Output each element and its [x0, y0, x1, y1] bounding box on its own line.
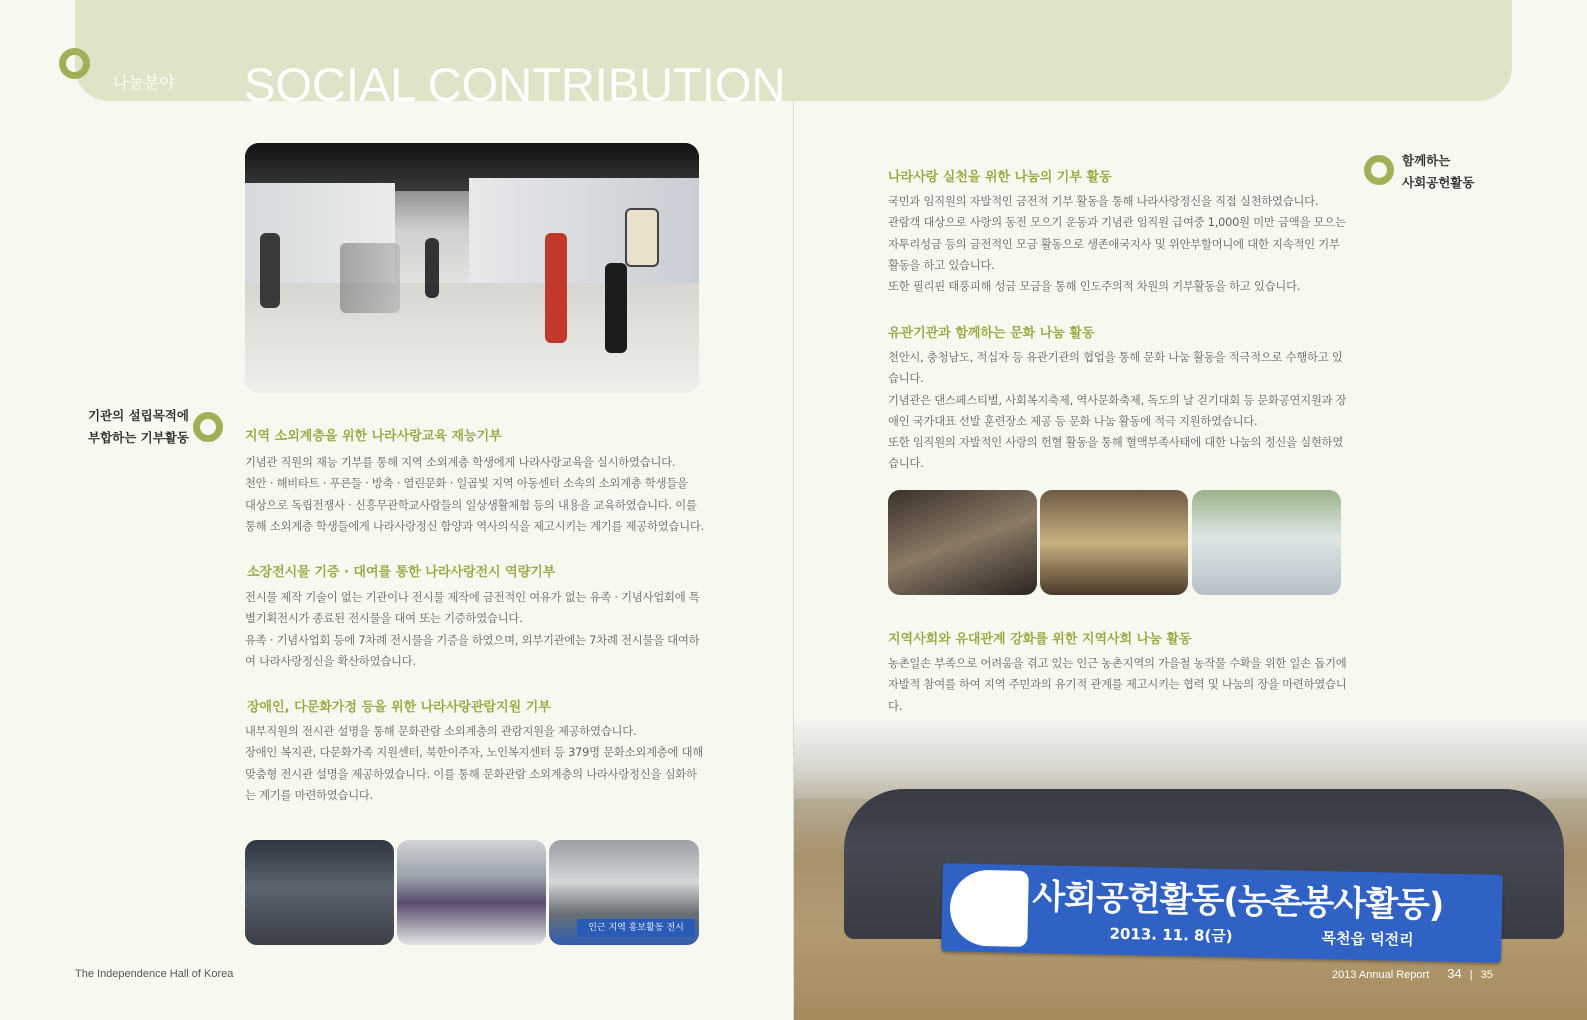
left-section-1-body — [245, 452, 705, 537]
right-section-1-title: 나라사랑 실천을 위한 나눔의 기부 활동 — [888, 170, 1112, 185]
text-line: 국민과 임직원의 자발적인 금전적 기부 활동을 통해 나라사랑정신을 직접 실천하였습니다. — [888, 195, 1319, 208]
text-line: 농촌일손 부족으로 어려움을 겪고 있는 인근 농촌지역의 가을철 농작물 수확을 위한 일손 돕기에 — [888, 657, 1347, 670]
left-section-2-body — [245, 587, 705, 672]
left-side-label-line1: 기관의 설립목적에 — [88, 408, 189, 423]
left-section-3-title: 장애인, 다문화가정 등을 위한 나라사랑관람지원 기부 — [247, 700, 551, 715]
text-line: 활동을 하고 있습니다. — [888, 258, 995, 272]
thumb-event-stage-photo — [397, 840, 546, 945]
text-line: 별기획전시가 종료된 전시물을 대여 또는 기증하였습니다. — [245, 612, 523, 626]
right-section-2-title: 유관기관과 함께하는 문화 나눔 활동 — [888, 326, 1095, 341]
text-line: 관람객 대상으로 사랑의 동전 모으기 운동과 기념관 임직원 급여중 1,000원 미만 금액을 모으는 — [888, 216, 1346, 230]
text-line: 전시물 제작 기술이 없는 기관이나 전시물 제작에 금전적인 여유가 없는 유족 · 기념사업회에 특 — [245, 591, 700, 604]
text-line: 습니다. — [888, 457, 924, 471]
right-section-2-body — [888, 347, 1348, 475]
exhibition-hall-photo — [245, 143, 699, 393]
left-side-ring-icon — [193, 412, 223, 442]
thumb-handshake-photo — [888, 490, 1037, 595]
text-line: 습니다. — [888, 372, 924, 386]
banner-logo-icon — [949, 869, 1029, 947]
text-line: 천안시, 충청남도, 적십자 등 유관기관의 협업을 통해 문화 나눔 활동을 적극적으로 수행하고 있 — [888, 351, 1343, 364]
header-ring-icon — [59, 48, 90, 79]
text-line: 대상으로 독립전쟁사 · 신흥무관학교사람들의 일상생활체험 등의 내용을 교육하였습니다. 이를 — [245, 498, 697, 512]
left-section-2-title: 소장전시물 기증 · 대여를 통한 나라사랑전시 역량기부 — [247, 565, 556, 580]
right-side-label-line1: 함께하는 — [1402, 153, 1451, 168]
text-line: 자투리성금 등의 금전적인 모금 활동으로 생존애국지사 및 위안부할머니에 대한 지속적인 기부 — [888, 237, 1340, 251]
left-side-label-line2: 부합하는 기부활동 — [88, 430, 189, 445]
section-label: 나눔분야 — [113, 73, 175, 92]
left-side-label — [88, 405, 189, 449]
text-line: 맞춤형 전시관 설명을 제공하였습니다. 이를 통해 문화관람 소외계층의 나라사랑정신을 심화하 — [245, 767, 697, 781]
photo-banner-title: 사회공헌활동(농촌봉사활동) — [1031, 877, 1444, 926]
photo-banner-place: 목천읍 덕전리 — [1321, 929, 1414, 950]
photo-banner-date: 2013. 11. 8(금) — [1109, 924, 1233, 946]
text-line: 통해 소외계층 학생들에게 나라사랑정신 함양과 역사의식을 제고시키는 계기를 제공하였습니다. — [245, 519, 705, 533]
text-line: 기념관은 댄스페스티벌, 사회복지축제, 역사문화축제, 독도의 날 걷기대회 등 문화공연지원과 장 — [888, 393, 1347, 407]
page-title: SOCIAL CONTRIBUTION — [244, 58, 786, 111]
thumb-visitors-photo — [245, 840, 394, 945]
right-side-label-line2: 사회공헌활동 — [1402, 175, 1475, 190]
text-line: 여 나라사랑정신을 확산하였습니다. — [245, 654, 416, 668]
text-line: 는 계기를 마련하였습니다. — [245, 788, 374, 802]
footer-report — [1332, 966, 1493, 981]
text-line: 유족 · 기념사업회 등에 7차례 전시물을 기증을 하였으며, 외부기관에는 7차례 전시물을 대여하 — [245, 633, 700, 647]
page-number-right: 35 — [1480, 969, 1493, 981]
right-section-3-title: 지역사회와 유대관계 강화를 위한 지역사회 나눔 활동 — [888, 632, 1192, 647]
thumb-group-banner-photo — [549, 840, 699, 945]
text-line: 장애인 복지관, 다문화가족 지원센터, 북한이주자, 노인복지센터 등 379명 문화소외계층에 대해 — [245, 746, 704, 760]
page-separator: | — [1469, 969, 1473, 981]
right-section-3-body — [888, 653, 1358, 717]
photo-banner — [941, 863, 1503, 963]
left-section-1-title: 지역 소외계층을 위한 나라사랑교육 재능기부 — [245, 429, 502, 444]
thumb-banner-text: 인근 지역 홍보활동 전시 — [577, 919, 695, 937]
right-side-label — [1402, 150, 1474, 194]
footer-report-name: 2013 Annual Report — [1332, 969, 1430, 981]
text-line: 기념관 직원의 재능 기부를 통해 지역 소외계층 학생에게 나라사랑교육을 실시하였습니다. — [245, 456, 676, 469]
text-line: 또한 임직원의 자발적인 사랑의 헌혈 활동을 통해 혈액부족사태에 대한 나눔의 정신을 실현하였 — [888, 436, 1344, 450]
text-line: 애인 국가대표 선발 훈련장소 제공 등 문화 나눔 활동에 적극 지원하였습니다. — [888, 414, 1258, 428]
text-line: 천안 · 해비타트 · 푸른들 · 방축 · 열린문화 · 일곱빛 지역 아동센터 소속의 소외계층 학생들을 — [245, 477, 688, 491]
right-side-ring-icon — [1364, 155, 1394, 185]
footer-institution: The Independence Hall of Korea — [75, 968, 234, 980]
thumb-boardgame-photo — [1040, 490, 1188, 595]
text-line: 또한 필리핀 태풍피해 성금 모금을 통해 인도주의적 차원의 기부활동을 하고 있습니다. — [888, 280, 1301, 294]
thumb-outdoor-exhibit-photo — [1192, 490, 1341, 595]
text-line: 자발적 참여를 하여 지역 주민과의 유기적 관계를 제고시키는 협력 및 나눔의 장을 마련하였습니다. — [888, 678, 1347, 713]
page-number-left: 34 — [1447, 966, 1462, 981]
right-section-1-body — [888, 191, 1348, 297]
left-section-3-body — [245, 721, 705, 806]
text-line: 내부직원의 전시관 설명을 통해 문화관람 소외계층의 관람지원을 제공하였습니다. — [245, 725, 637, 738]
